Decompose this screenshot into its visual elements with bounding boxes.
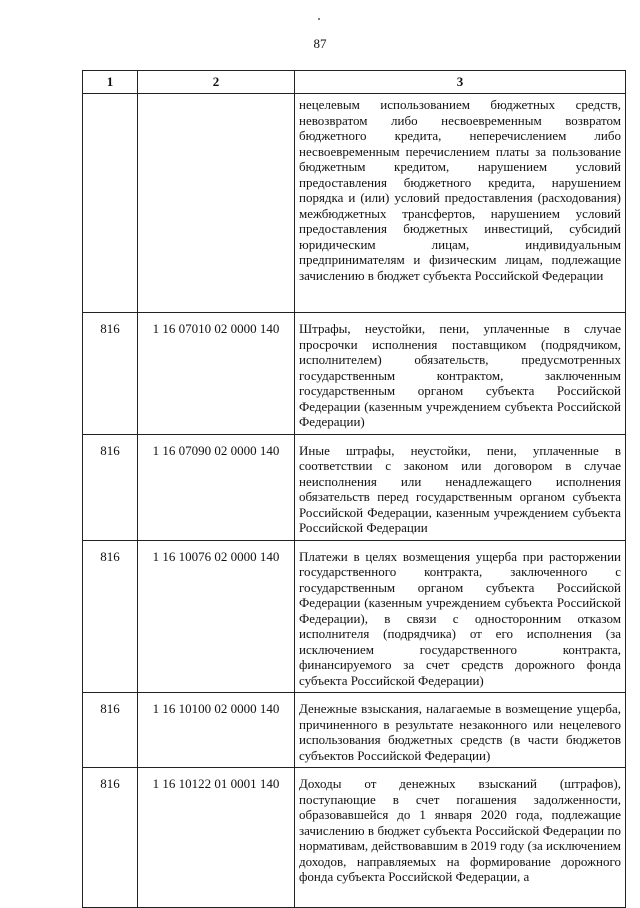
column-header-3: 3 (295, 71, 626, 94)
table-row (83, 94, 626, 313)
column-header-2: 2 (138, 71, 295, 94)
admin-code-cell: 816 (83, 434, 138, 540)
revenue-codes-table (82, 70, 626, 908)
budget-code-cell (138, 94, 295, 313)
budget-code-cell: 1 16 10100 02 0000 140 (138, 693, 295, 768)
admin-code-cell: 816 (83, 768, 138, 908)
admin-code-cell (83, 94, 138, 313)
table-row (83, 540, 626, 693)
revenue-description-cell: Платежи в целях возмещения ущерба при расторжении государственного контракта, заключенного с государственным органом субъекта Российской Федерации (казенным учреждением субъекта Российской Федерации), в связи с односторонним отказом исполнителя (подрядчика) от его исполнения (за исключением государственного контракта, финансируемого за счет средств дорожного фонда субъекта Российской Федерации) (295, 540, 626, 693)
revenue-description-cell: Доходы от денежных взысканий (штрафов), поступающие в счет погашения задолженности, образовавшейся до 1 января 2020 года, подлежащие зачислению в бюджет субъекта Российской Федерации по нормативам, действовавшим в 2019 году (за исключением доходов, направляемых на формирование дорожного фонда субъекта Российской Федерации, а (295, 768, 626, 908)
column-header-1: 1 (83, 71, 138, 94)
table-row (83, 313, 626, 435)
budget-code-cell: 1 16 07010 02 0000 140 (138, 313, 295, 435)
revenue-description-cell: Штрафы, неустойки, пени, уплаченные в случае просрочки исполнения поставщиком (подрядчиком, исполнителем) обязательств, предусмотренных государственным контрактом, заключенным государственным органом субъекта Российской Федерации (казенным учреждением субъекта Российской Федерации) (295, 313, 626, 435)
revenue-description-cell: Иные штрафы, неустойки, пени, уплаченные в соответствии с законом или договором в случае неисполнения или ненадлежащего исполнения обязательств перед государственным органом субъекта Российской Федерации, казенным учреждением субъекта Российской Федерации (295, 434, 626, 540)
table-row (83, 434, 626, 540)
scan-speck (318, 18, 320, 20)
revenue-description-cell: Денежные взыскания, налагаемые в возмещение ущерба, причиненного в результате незаконного или нецелевого использования бюджетных средств (в части бюджетов субъектов Российской Федерации) (295, 693, 626, 768)
table-row (83, 693, 626, 768)
table-row (83, 768, 626, 908)
revenue-description-cell: нецелевым использованием бюджетных средств, невозвратом либо несвоевременным возвратом бюджетного кредита, неперечислением либо несвоевременным перечислением платы за пользование бюджетным кредитом, нарушением условий предоставления бюджетного кредита, нарушением порядка и (или) условий предоставления (расходования) межбюджетных трансфертов, нарушением условий предоставления бюджетных инвестиций, субсидий юридическим лицам, индивидуальным предпринимателям и физическим лицам, подлежащие зачислению в бюджет субъекта Российской Федерации (295, 94, 626, 313)
budget-code-cell: 1 16 10076 02 0000 140 (138, 540, 295, 693)
page-number: 87 (313, 36, 327, 51)
budget-code-cell: 1 16 07090 02 0000 140 (138, 434, 295, 540)
admin-code-cell: 816 (83, 540, 138, 693)
table-header-row (83, 71, 626, 94)
admin-code-cell: 816 (83, 313, 138, 435)
admin-code-cell: 816 (83, 693, 138, 768)
budget-code-cell: 1 16 10122 01 0001 140 (138, 768, 295, 908)
